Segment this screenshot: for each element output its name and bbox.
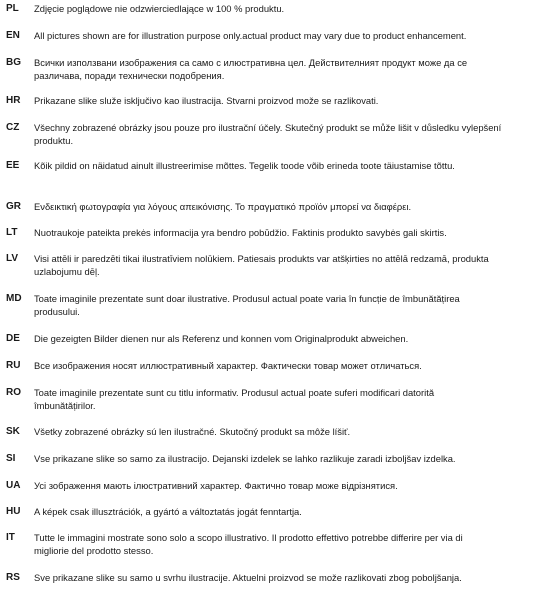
language-code: CZ (6, 122, 20, 133)
language-code: HR (6, 95, 21, 106)
language-code: EN (6, 30, 20, 41)
disclaimer-text: Все изображения носят иллюстративный характер. Фактически товар может отличаться. (34, 360, 422, 371)
disclaimer-text: Sve prikazane slike su samo u svrhu ilustracije. Aktuelni proizvod se može razlikovati zbog poboljšanja. (34, 572, 462, 583)
disclaimer-text: Nuotraukoje pateikta prekės informacija yra bendro pobūdžio. Faktinis produkto savybės gali skirtis. (34, 227, 447, 238)
disclaimer-text: Tutte le immagini mostrate sono solo a scopo illustrativo. Il prodotto effettivo potrebbe differire per via di migliorie del prodotto stesso. (34, 532, 463, 556)
language-code: MD (6, 293, 22, 304)
disclaimer-text: All pictures shown are for illustration purpose only.actual product may vary due to product enhancement. (34, 30, 467, 41)
language-code: SK (6, 426, 20, 437)
language-code: LV (6, 253, 19, 264)
language-code: SI (6, 453, 16, 464)
disclaimer-text: Všechny zobrazené obrázky jsou pouze pro ilustrační účely. Skutečný produkt se může lišit v důsledku vylepšení produktu. (34, 122, 502, 146)
disclaimer-text: Prikazane slike služe isključivo kao ilustracija. Stvarni proizvod može se razlikovati. (34, 95, 379, 106)
language-code: UA (6, 480, 21, 491)
language-code: LT (6, 227, 18, 238)
language-code: IT (6, 532, 15, 543)
language-code: GR (6, 201, 21, 212)
disclaimer-text: Kõik pildid on näidatud ainult illustreerimise mõttes. Tegelik toode võib erineda toote täiustamise tõttu. (34, 160, 455, 171)
disclaimer-text: Všetky zobrazené obrázky sú len ilustračné. Skutočný produkt sa môže líšiť. (34, 426, 351, 437)
disclaimer-text: Усі зображення мають ілюстративний характер. Фактично товар може відрізнятися. (34, 480, 398, 491)
disclaimer-text: Visi attēli ir paredzēti tikai ilustratīviem nolūkiem. Patiesais produkts var atšķirties no attēlā redzamā, produkta uzlabojumu dēļ. (34, 253, 489, 277)
language-code: RS (6, 572, 20, 583)
disclaimer-text: A képek csak illusztrációk, a gyártó a változtatás jogát fenntartja. (34, 506, 302, 517)
language-code: BG (6, 57, 21, 68)
language-code: PL (6, 3, 19, 14)
disclaimer-text: Zdjęcie poglądowe nie odzwierciedlające w 100 % produktu. (34, 3, 285, 14)
disclaimer-text: Toate imaginile prezentate sunt doar ilustrative. Produsul actual poate varia în funcție de îmbunătățirea produsului. (34, 293, 460, 317)
language-code: RO (6, 387, 21, 398)
disclaimer-text: Vse prikazane slike so samo za ilustracijo. Dejanski izdelek se lahko razlikuje zaradi izboljšav izdelka. (34, 453, 456, 464)
disclaimer-text: Ενδεικτική φωτογραφία για λόγους απεικόνισης. Το πραγματικό προϊόν μπορεί να διαφέρει. (34, 201, 412, 212)
language-code: RU (6, 360, 21, 371)
disclaimer-text: Всички използвани изображения са само с илюстративна цел. Действителният продукт може да се различава, поради технически подобрения. (34, 57, 468, 81)
language-code: EE (6, 160, 20, 171)
disclaimer-text: Die gezeigten Bilder dienen nur als Referenz und konnen vom Originalprodukt abweichen. (34, 333, 409, 344)
disclaimer-text: Toate imaginile prezentate sunt cu titlu informativ. Produsul actual poate suferi modificari datorită îmbunătățirilor. (34, 387, 435, 411)
language-code: DE (6, 333, 20, 344)
language-code: HU (6, 506, 21, 517)
